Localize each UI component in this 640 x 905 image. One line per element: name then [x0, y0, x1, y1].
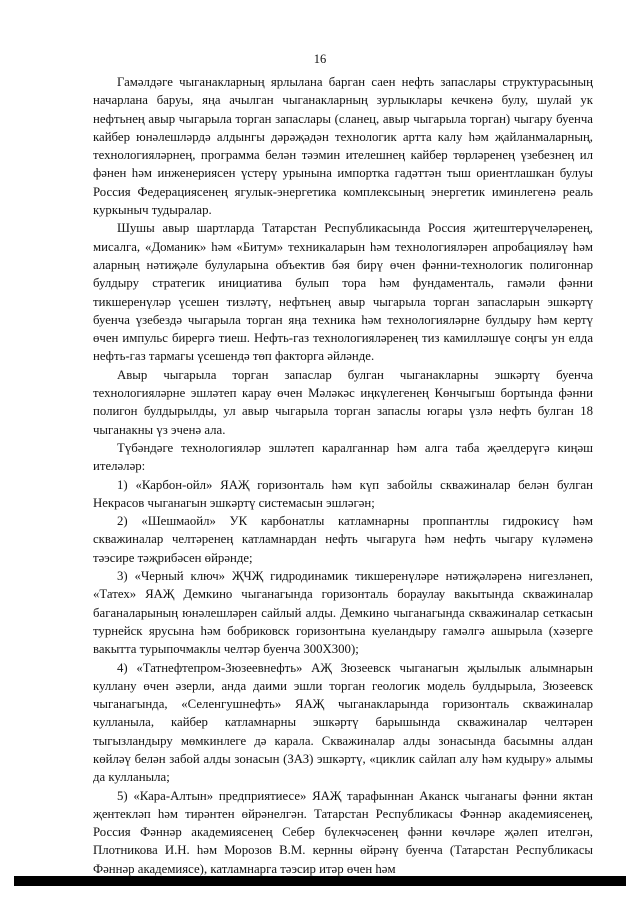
list-item-5: 5) «Кара-Алтын» предприятиесе» ЯАҖ тарафыннан Аканск чыганагы фәнни яктан җентекләп һәм тирәнтен өйрәнелгән. Татарстан Республикасы Фәннәр академиясенең, Россия Фәннәр академиясенең Себер бүлекчәсенең фәнни көчләре җәлеп ителгән, Плотникова И.Н. һәм Морозов В.М. кернны өйрәнү буенча (Татарстан Республикасы Фәннәр академиясе), катламнарга тәэсир итәр өчен һәм [93, 788, 593, 876]
list-item-2: 2) «Шешмаойл» УК карбонатлы катламнарны проппантлы гидрокисү һәм скважиналар челтәренең катламнардан нефть чыгаруга һәм нефть чыгару күләменә тәэсире тәҗрибәсен өйрәнде; [93, 514, 593, 565]
paragraph-1: Гамәлдәге чыганакларның ярлылана барган саен нефть запаслары структурасының начарлана баруы, яңа ачылган чыганакларның зурлыклары кечкенә булу, шулай ук нефтьнең авыр чыгарыла торган запаслары (сланец, авыр чыгарыла торган) чыгару буенча кайбер юнәлешләрдә алдынгы дәрәҗәдән технологик арттa калу һәм җайланмаларның, технологияләрнең, программа белән тәэмин ителешнең кайбер төрләренең үзебезнең ил фәнен һәм инженериясен үстерү урынына импортка гадәттән тыш ориентлашкан булуы Россия Федерациясенең ягулык-энергетика комплексының энергетик иминлегенә реаль куркыныч тудыралар. [93, 75, 593, 218]
paragraph-4: Түбәндәге технологияләр эшләтеп каралганнар һәм алга таба җәелдерүгә киңәш ителәләр: [93, 440, 593, 474]
body-text [93, 73, 593, 878]
paragraph-3: Авыр чыгарыла торган запаслар булган чыганакларны эшкәртү буенча технологияләрне эшләтеп карау өчен Мәләкәс иңкүлегенең Көнчыгыш бортында фәнни полигон булдырылды, ул авыр чыгарыла торган запаслы югары үзлә нефть булган 18 чыганакны үз эченә ала. [93, 367, 593, 437]
list-item-1: 1) «Карбон-ойл» ЯАҖ горизонталь һәм күп забойлы скважиналар белән булган Некрасов чыганагын эшкәртү системасын эшләгән; [93, 477, 593, 510]
list-item-3: 3) «Черный ключ» ҖЧҖ гидродинамик тикшеренүләре нәтиҗәләренә нигезләнеп, «Татех» ЯАҖ Демкино чыганагында горизонталь бораулау вакытында скважиналар баганаларының юнәлешләрен сайлый алды. Демкино чыганагында скважиналар сеткасын турнейск ярусына һәм бобриковск горизонтына куеландыру гамәлгә ашырыла (хәзерге вакытта турыпочмаклы челтәр буенча 300Х300); [93, 569, 593, 657]
paragraph-2: Шушы авыр шартларда Татарстан Республикасында Россия җитештерүчеләренең, мисалга, «Доманик» һәм «Битум» техникаларын һәм технологияләрен апробацияләү һәм аларның нәтиҗәле булуларына объектив бәя бирү өчен фәнни-технологик полигоннар булдыру стратегик инициатива булып тора һәм фундаменталь, гамәли фәнни тикшеренүләр үсешен тизләтү, нефтьнең авыр чыгарыла торган запасларын эшкәртү буенча үзебездә чыгарыла торган яңа техника һәм технологияләрне булдыру һәм кертү өчен импульс бирергә тиеш. Нефть-газ технологияләренең тиз камилләшүе соңгы ун елда нефть-газ тармагы үсешендә төп факторга әйләнде. [93, 221, 593, 364]
scan-bottom-edge [14, 876, 626, 886]
list-item-4: 4) «Татнефтепром-Зюзеевнефть» АҖ Зюзеевск чыганагын җылылык алымнарын куллану өчен әзерли, анда даими эшли торган геологик модель булдырыла, Зюзеевск чыганагында, «Селенгушнефть» ЯАҖ чыганакларында горизонталь скважиналар кулланыла, кайбер катламнарны эшкәртү барышында скважиналар челтәрен тыгызландыру мөмкинлеге дә карала. Скважиналар алды зонасында басымны алдан көйләү белән забой алды зонасын (ЗАЗ) эшкәртү, «циклик сайлап алу һәм кудыру» алымы да кулланыла; [93, 660, 593, 785]
page-number: 16 [313, 52, 327, 66]
